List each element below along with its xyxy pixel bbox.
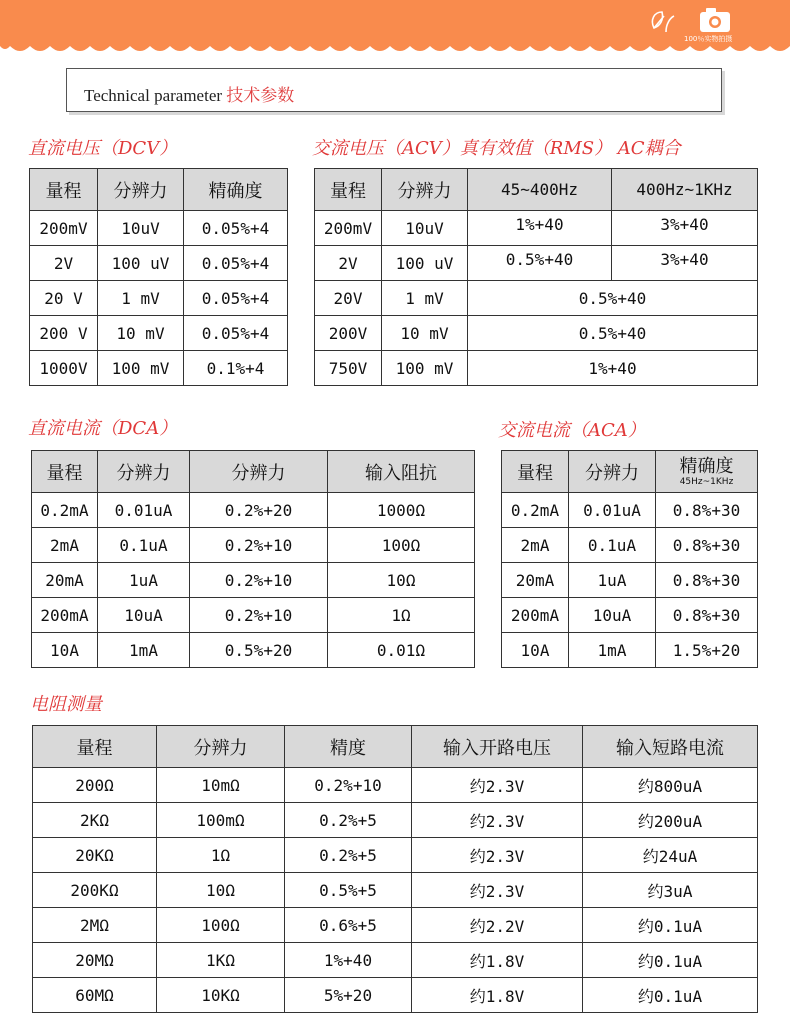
- cell: 100Ω: [328, 528, 475, 563]
- cell: 0.5%+40: [468, 246, 612, 281]
- header-cell: 量程: [502, 451, 569, 493]
- cell: 10uA: [98, 598, 190, 633]
- title-en: Technical parameter: [84, 86, 227, 105]
- cell: 0.2%+10: [190, 598, 328, 633]
- cell: 10Ω: [157, 873, 285, 908]
- cell: 1%+40: [468, 351, 758, 386]
- res-title: 电阻测量: [30, 694, 102, 715]
- cell: 20V: [315, 281, 382, 316]
- cell: 20mA: [32, 563, 98, 598]
- cell: 1.5%+20: [656, 633, 758, 668]
- table-row: [30, 211, 288, 246]
- table-row: [33, 768, 758, 803]
- cell: 3%+40: [612, 211, 758, 246]
- camera-icon: [700, 8, 730, 32]
- cell: 20mA: [502, 563, 569, 598]
- cell: 0.05%+4: [184, 211, 288, 246]
- cell: 10uV: [382, 211, 468, 246]
- title-cn: 技术参数: [226, 86, 295, 106]
- table-row: [30, 246, 288, 281]
- header-cell: 量程: [32, 451, 98, 493]
- header-cell: 分辨力: [382, 169, 468, 211]
- table-row: [33, 838, 758, 873]
- cell: 约2.3V: [412, 803, 583, 838]
- cell: 10 mV: [382, 316, 468, 351]
- cell: 200V: [315, 316, 382, 351]
- header-cell-sub: 45Hz~1KHz: [679, 476, 734, 487]
- header-cell: 量程: [315, 169, 382, 211]
- cell: 20KΩ: [33, 838, 157, 873]
- table-row: [502, 598, 758, 633]
- cell: 0.8%+30: [656, 528, 758, 563]
- cell: 10Ω: [328, 563, 475, 598]
- cell: 0.8%+30: [656, 493, 758, 528]
- cell: 10uA: [569, 598, 656, 633]
- cell: 0.01Ω: [328, 633, 475, 668]
- cell: 100Ω: [157, 908, 285, 943]
- cell: 1uA: [569, 563, 656, 598]
- cell: 10A: [502, 633, 569, 668]
- table-row: [33, 978, 758, 1013]
- cell: 100 mV: [382, 351, 468, 386]
- cell: 100 uV: [98, 246, 184, 281]
- cell: 2mA: [502, 528, 569, 563]
- table-row: [502, 563, 758, 598]
- cell: 0.05%+4: [184, 316, 288, 351]
- table-row: [33, 943, 758, 978]
- dcv-title: 直流电压（DCV）: [28, 138, 178, 159]
- table-row: [32, 493, 475, 528]
- res-table: [32, 725, 758, 1013]
- cell: 0.8%+30: [656, 598, 758, 633]
- header-cell: 分辨力: [98, 169, 184, 211]
- header-cell: 分辨力: [98, 451, 190, 493]
- cell: 100 mV: [98, 351, 184, 386]
- header-cell: 400Hz~1KHz: [612, 169, 758, 211]
- header-cell: 输入开路电压: [412, 726, 583, 768]
- header-cell: 45~400Hz: [468, 169, 612, 211]
- table-row: [502, 493, 758, 528]
- title-box: [66, 68, 722, 112]
- cell: 0.1uA: [98, 528, 190, 563]
- table-row: [502, 633, 758, 668]
- table-row: [315, 211, 758, 246]
- cell: 1Ω: [157, 838, 285, 873]
- table-row: [32, 633, 475, 668]
- cell: 0.5%+40: [468, 316, 758, 351]
- aca-table: [501, 450, 758, 668]
- header-cell: 分辨力: [569, 451, 656, 493]
- header-cell: 输入短路电流: [583, 726, 758, 768]
- dca-table: [31, 450, 475, 668]
- cell: 1 mV: [98, 281, 184, 316]
- header-cell: 精度: [285, 726, 412, 768]
- cell: 0.8%+30: [656, 563, 758, 598]
- table-row: [30, 316, 288, 351]
- badge-text: 100％实物拍摄: [684, 35, 733, 43]
- cell: 约0.1uA: [583, 943, 758, 978]
- header-cell: 分辨力: [157, 726, 285, 768]
- cell: 2V: [30, 246, 98, 281]
- cell: 200mA: [502, 598, 569, 633]
- dcv-table: [29, 168, 288, 386]
- cell: 2V: [315, 246, 382, 281]
- table-row: [32, 528, 475, 563]
- leaf-icon: [652, 12, 674, 32]
- cell: 约2.2V: [412, 908, 583, 943]
- cell: 100mΩ: [157, 803, 285, 838]
- cell: 0.2%+10: [285, 768, 412, 803]
- cell: 0.2mA: [502, 493, 569, 528]
- cell: 0.2%+10: [190, 528, 328, 563]
- cell: 0.5%+40: [468, 281, 758, 316]
- cell: 2mA: [32, 528, 98, 563]
- cell: 约24uA: [583, 838, 758, 873]
- cell: 0.1uA: [569, 528, 656, 563]
- header-cell: 输入阻抗: [328, 451, 475, 493]
- cell: 约3uA: [583, 873, 758, 908]
- cell: 0.05%+4: [184, 246, 288, 281]
- cell: 约1.8V: [412, 978, 583, 1013]
- table-row: [315, 246, 758, 281]
- cell: 100 uV: [382, 246, 468, 281]
- header-cell: 分辨力: [190, 451, 328, 493]
- cell: 1%+40: [468, 211, 612, 246]
- cell: 0.2%+20: [190, 493, 328, 528]
- cell: 约0.1uA: [583, 908, 758, 943]
- page-title: [84, 81, 294, 106]
- cell: 5%+20: [285, 978, 412, 1013]
- table-row: [33, 803, 758, 838]
- table-row: [315, 281, 758, 316]
- cell: 750V: [315, 351, 382, 386]
- cell: 0.6%+5: [285, 908, 412, 943]
- header-cell: 量程: [30, 169, 98, 211]
- cell: 0.5%+20: [190, 633, 328, 668]
- cell: 0.2%+5: [285, 803, 412, 838]
- table-row: [33, 908, 758, 943]
- header-cell: 量程: [33, 726, 157, 768]
- cell: 约800uA: [583, 768, 758, 803]
- acv-title: 交流电压（ACV）真有效值（RMS） AC耦合: [312, 138, 681, 159]
- cell: 0.01uA: [98, 493, 190, 528]
- cell: 60MΩ: [33, 978, 157, 1013]
- cell: 10uV: [98, 211, 184, 246]
- cell: 约1.8V: [412, 943, 583, 978]
- cell: 0.05%+4: [184, 281, 288, 316]
- cell: 约0.1uA: [583, 978, 758, 1013]
- table-row: [30, 281, 288, 316]
- cell: 约200uA: [583, 803, 758, 838]
- cell: 200mA: [32, 598, 98, 633]
- cell: 1Ω: [328, 598, 475, 633]
- cell: 0.2%+5: [285, 838, 412, 873]
- cell: 1%+40: [285, 943, 412, 978]
- cell: 10KΩ: [157, 978, 285, 1013]
- cell: 约2.3V: [412, 873, 583, 908]
- cell: 200 V: [30, 316, 98, 351]
- cell: 200mV: [315, 211, 382, 246]
- cell: 1KΩ: [157, 943, 285, 978]
- cell: 约2.3V: [412, 838, 583, 873]
- table-row: [315, 316, 758, 351]
- table-row: [502, 528, 758, 563]
- cell: 2MΩ: [33, 908, 157, 943]
- cell: 0.01uA: [569, 493, 656, 528]
- table-row: [32, 598, 475, 633]
- cell: 20MΩ: [33, 943, 157, 978]
- cell: 200mV: [30, 211, 98, 246]
- cell: 20 V: [30, 281, 98, 316]
- table-row: [32, 563, 475, 598]
- cell: 10mΩ: [157, 768, 285, 803]
- cell: 0.2mA: [32, 493, 98, 528]
- table-row: [315, 351, 758, 386]
- cell: 200Ω: [33, 768, 157, 803]
- cell: 0.2%+10: [190, 563, 328, 598]
- header-cell: [656, 451, 758, 493]
- cell: 200KΩ: [33, 873, 157, 908]
- acv-table: [314, 168, 758, 386]
- cell: 1mA: [98, 633, 190, 668]
- cell: 0.5%+5: [285, 873, 412, 908]
- cell: 10 mV: [98, 316, 184, 351]
- cell: 3%+40: [612, 246, 758, 281]
- header-badge: [648, 6, 744, 44]
- cell: 1000V: [30, 351, 98, 386]
- header-cell-label: 精确度: [679, 455, 734, 477]
- header-cell: 精确度: [184, 169, 288, 211]
- cell: 1mA: [569, 633, 656, 668]
- cell: 1uA: [98, 563, 190, 598]
- cell: 1000Ω: [328, 493, 475, 528]
- table-row: [30, 351, 288, 386]
- cell: 10A: [32, 633, 98, 668]
- aca-title: 交流电流（ACA）: [498, 420, 646, 441]
- cell: 约2.3V: [412, 768, 583, 803]
- cell: 2KΩ: [33, 803, 157, 838]
- dca-title: 直流电流（DCA）: [28, 418, 178, 439]
- cell: 1 mV: [382, 281, 468, 316]
- cell: 0.1%+4: [184, 351, 288, 386]
- table-row: [33, 873, 758, 908]
